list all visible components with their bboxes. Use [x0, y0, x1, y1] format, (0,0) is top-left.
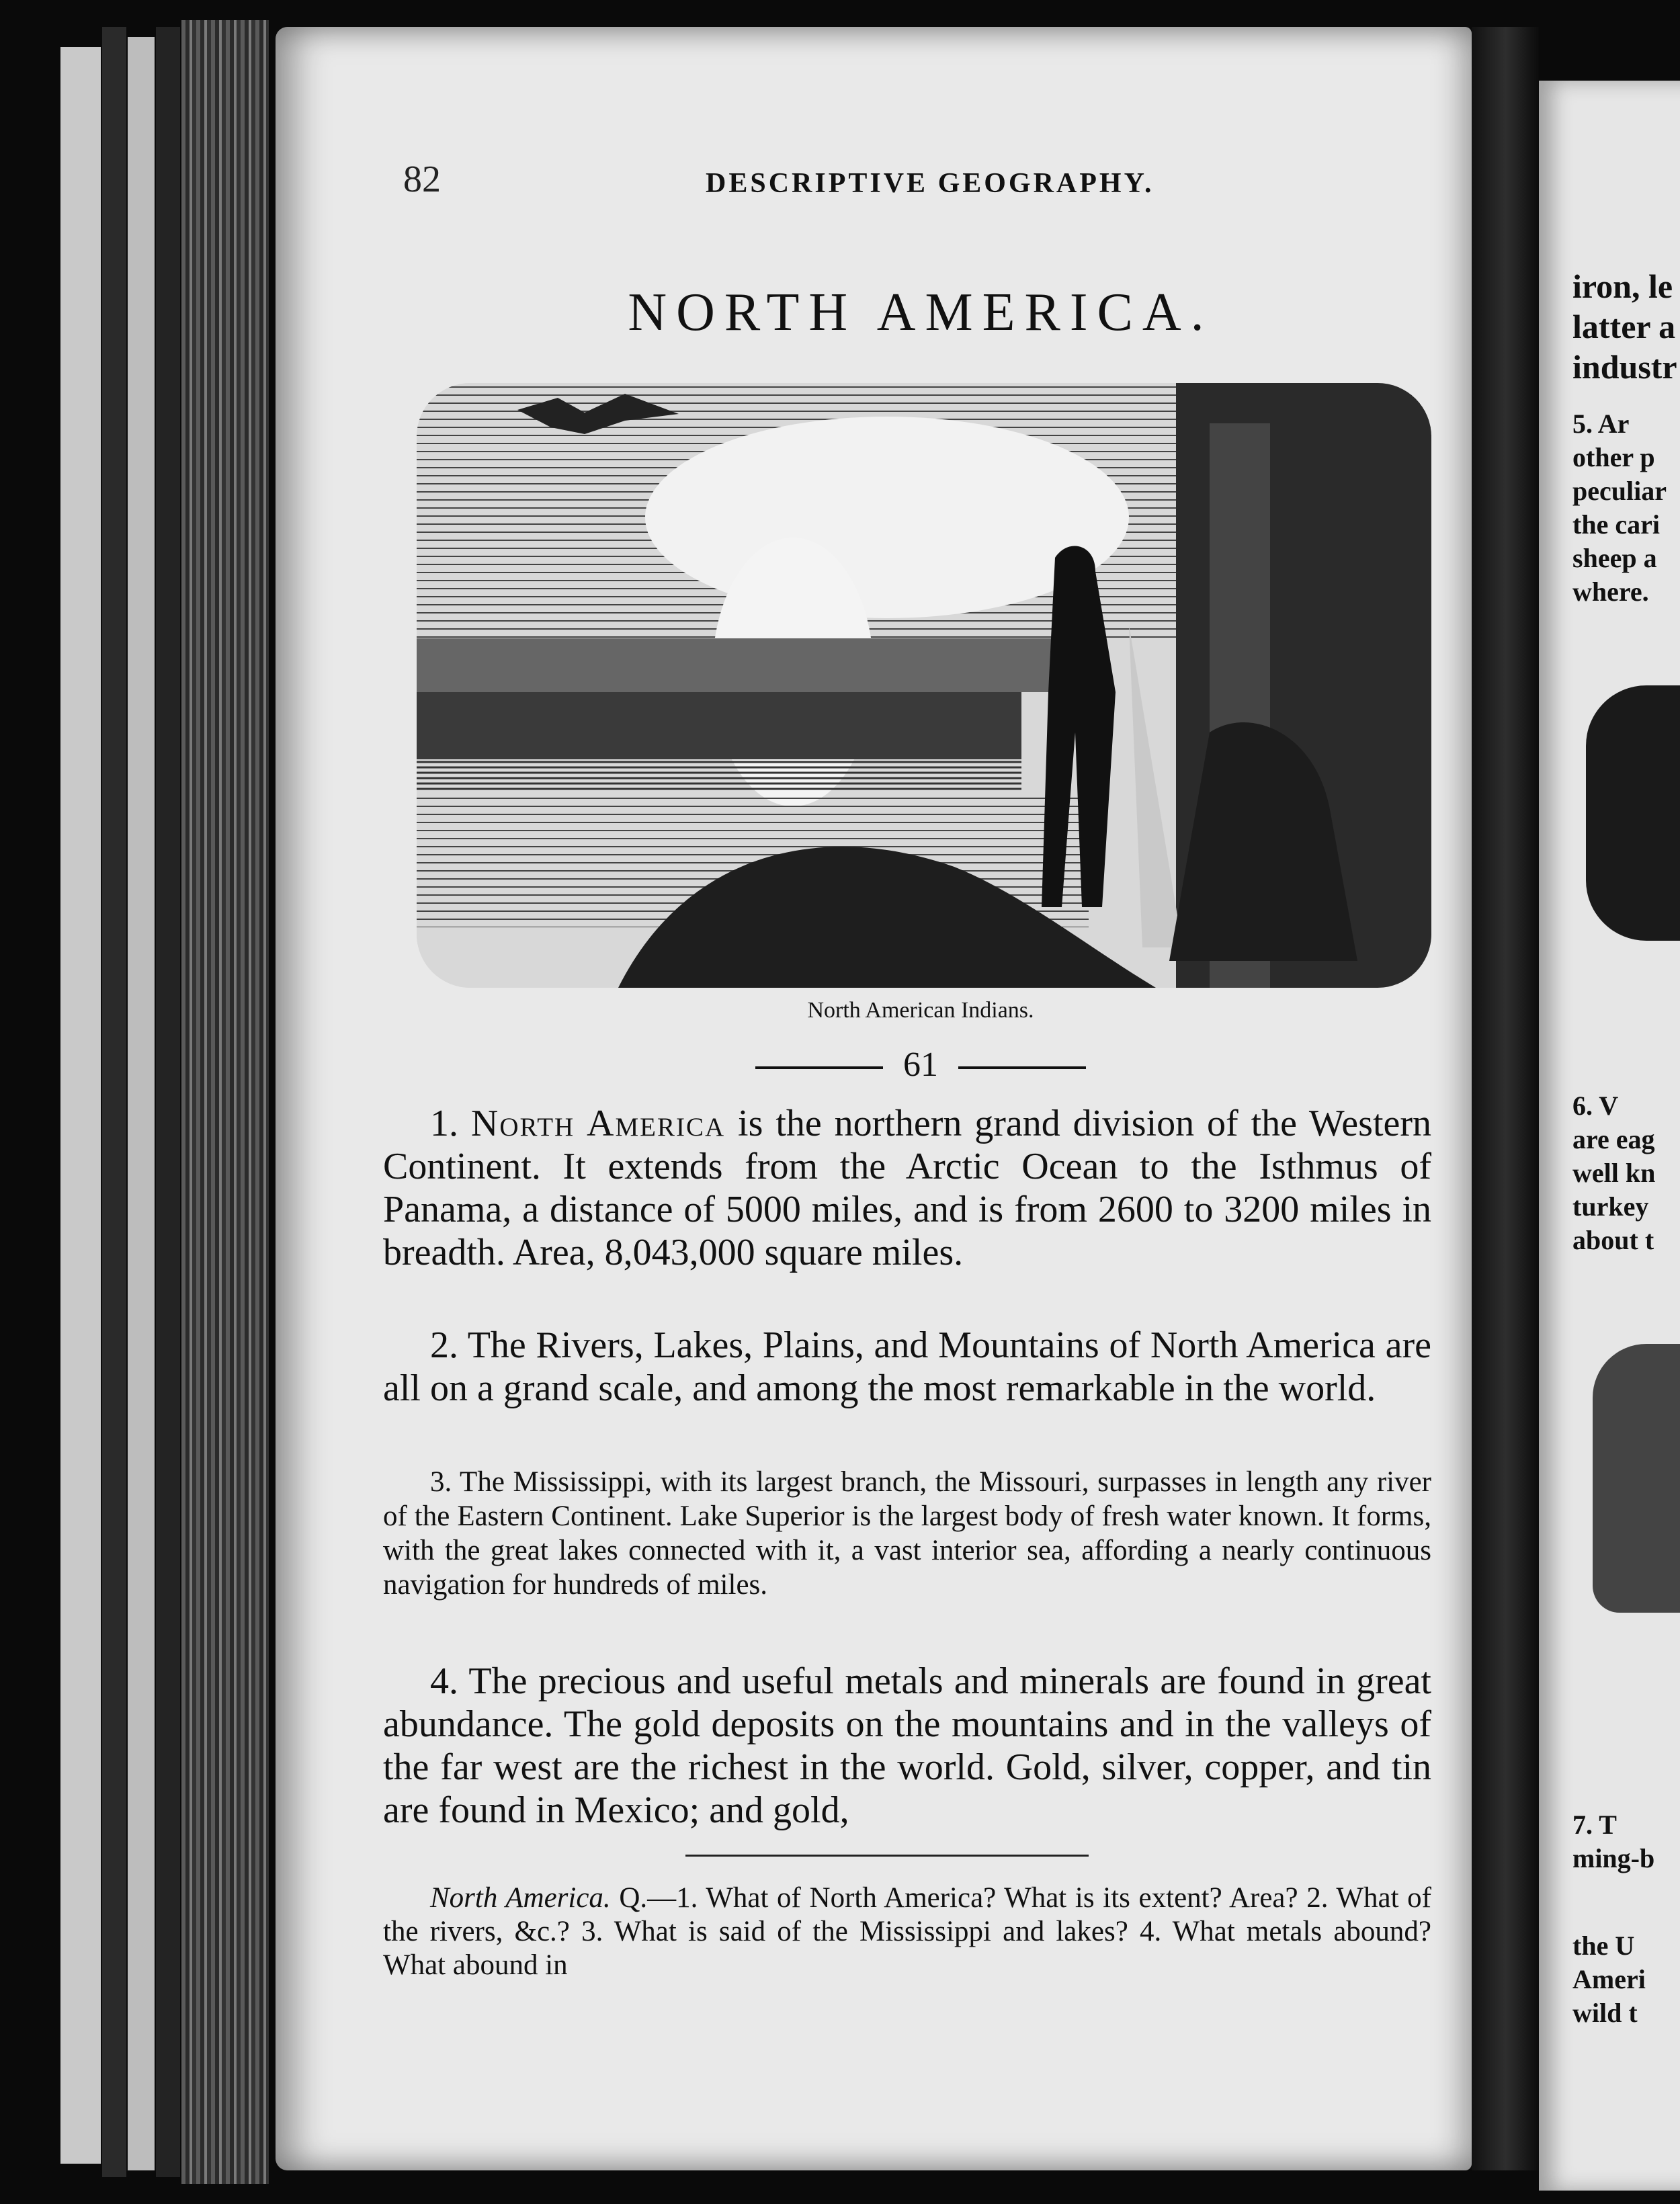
paragraph-number: 3.: [430, 1466, 452, 1498]
right-page-line: wild t: [1572, 1998, 1638, 2028]
book-edge: [156, 27, 180, 2177]
page-number: 82: [403, 159, 441, 200]
paragraph-number: 2.: [430, 1324, 458, 1366]
paragraph-number: 4.: [430, 1660, 458, 1702]
book-gutter: [1472, 27, 1539, 2170]
right-page-line: latter a: [1572, 308, 1676, 345]
right-page-line: 6. V: [1572, 1091, 1619, 1121]
right-page-line: Ameri: [1572, 1964, 1646, 1994]
eagle-illustration: [1593, 1344, 1680, 1613]
section-number: [403, 1045, 1438, 1085]
right-page-line: iron, le: [1572, 267, 1673, 305]
right-page-line: turkey: [1572, 1191, 1649, 1222]
page-header: [403, 158, 1438, 212]
right-page-fragment: [1539, 81, 1680, 2191]
engraving-north-american-indians-icon: [417, 383, 1431, 988]
footnote-rule: [685, 1855, 1089, 1857]
book-edge: [102, 27, 126, 2177]
book-edge: [60, 47, 101, 2164]
paragraph-text: is the northern grand division of the Western Continent. It extends from the Arctic Ocean to the Isthmus of Panama, a distance of 5000 miles, and is from 2600 to 3200 miles in breadth. Area, 8,043,000 square miles.: [383, 1103, 1432, 1273]
right-page-line: well kn: [1572, 1158, 1656, 1188]
paragraph-text: The precious and useful metals and minerals are found in great abundance. The gold deposits on the mountains and in the valleys of the far west are the richest in the world. Gold, silver, copper, and tin are found in Mexico; and gold,: [383, 1660, 1431, 1831]
right-page-line: the U: [1572, 1931, 1635, 1961]
paragraph-lead: North America: [470, 1103, 726, 1144]
paragraph-2: [383, 1324, 1431, 1410]
running-head: DESCRIPTIVE GEOGRAPHY.: [706, 168, 1154, 199]
page-stack-edge: [181, 20, 269, 2184]
right-page-line: are eag: [1572, 1124, 1655, 1154]
right-page-line: 7. T: [1572, 1810, 1617, 1840]
review-questions: [383, 1881, 1431, 1982]
page-title: NORTH AMERICA.: [628, 283, 1214, 342]
right-page-line: peculiar: [1572, 476, 1667, 506]
right-page-line: 5. Ar: [1572, 409, 1630, 439]
book-edge: [128, 37, 155, 2170]
questions-label: North America.: [430, 1882, 611, 1914]
questions-text: Q.—1. What of North America? What is its extent? Area? 2. What of the rivers, &c.? 3. What is said of the Mississippi and lakes? 4. What metals abound? What abound in: [383, 1882, 1431, 1981]
rule-left: [755, 1066, 883, 1069]
paragraph-number: 1.: [430, 1103, 458, 1144]
paragraph-3: [383, 1465, 1431, 1602]
right-page-line: where.: [1572, 577, 1649, 607]
right-page-line: sheep a: [1572, 543, 1657, 573]
engraving-illustration: [417, 383, 1431, 988]
illustration-caption: North American Indians.: [807, 998, 1034, 1023]
right-page-line: ming-b: [1572, 1843, 1655, 1873]
paragraph-text: The Mississippi, with its largest branch, the Missouri, surpasses in length any river of the Eastern Continent. Lake Superior is the largest body of fresh water known. It forms, with the great lakes connected with it, a vast interior sea, affording a nearly continuous navigation for hundreds of miles.: [383, 1466, 1431, 1601]
right-page-line: industr: [1572, 348, 1677, 386]
paragraph-text: The Rivers, Lakes, Plains, and Mountains of North America are all on a grand scale, and among the most remarkable in the world.: [383, 1324, 1431, 1409]
bison-illustration: [1586, 685, 1680, 941]
paragraph-4: [383, 1660, 1431, 1832]
right-page-line: other p: [1572, 442, 1655, 472]
section-number-text: 61: [903, 1046, 938, 1084]
right-page-line: the cari: [1572, 509, 1660, 540]
paragraph-1: [383, 1102, 1431, 1274]
rule-right: [958, 1066, 1086, 1069]
left-page: [276, 27, 1472, 2170]
right-page-line: about t: [1572, 1225, 1654, 1255]
